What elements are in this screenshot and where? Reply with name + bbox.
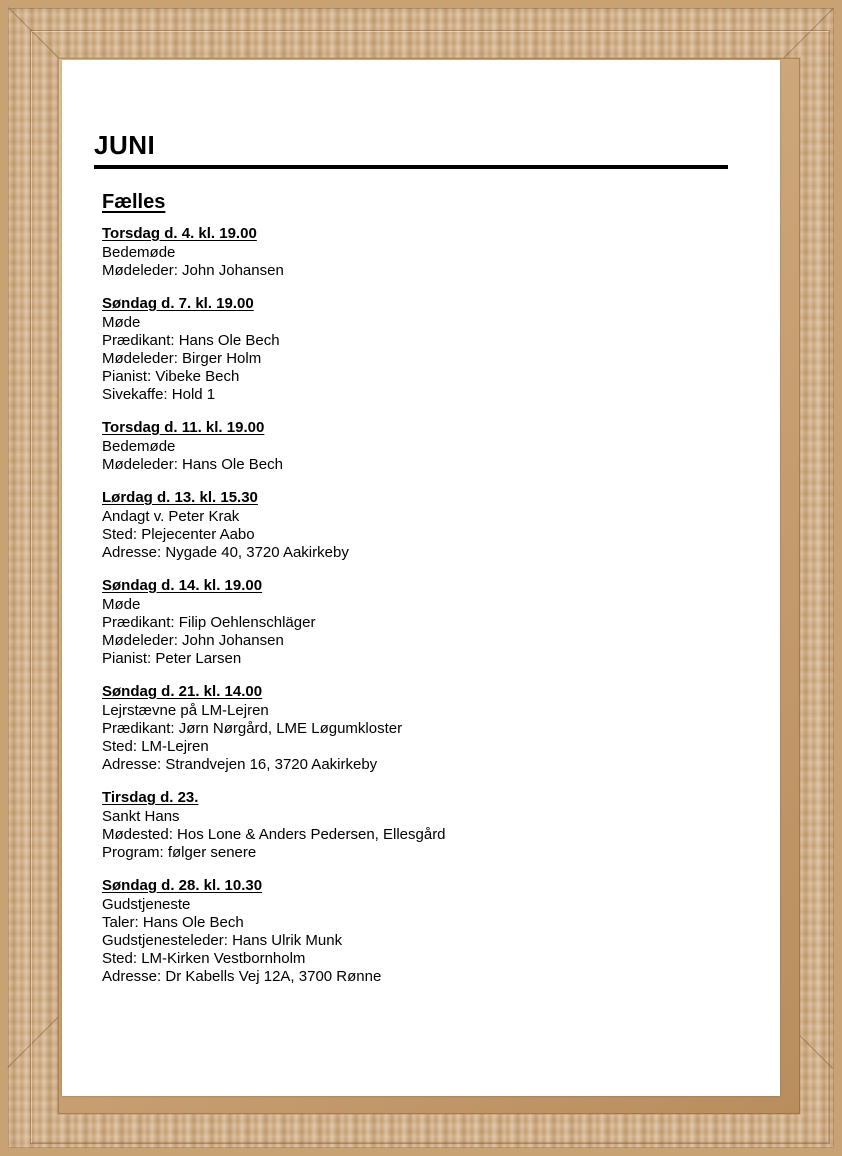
event-date: Tirsdag d. 23. <box>102 789 199 806</box>
event-detail-line: Bedemøde <box>102 244 176 261</box>
document-content <box>92 130 752 1000</box>
event-detail-line: Prædikant: Filip Oehlenschläger <box>102 614 316 631</box>
event-detail-line: Møde <box>102 596 141 613</box>
event-detail-line: Sted: LM-Kirken Vestbornholm <box>102 950 306 967</box>
page-title: JUNI <box>94 130 156 160</box>
document-page <box>62 60 780 1096</box>
event-entry <box>102 418 752 474</box>
event-detail-line: Sankt Hans <box>102 808 180 825</box>
event-entry <box>102 576 752 668</box>
event-detail-line: Mødested: Hos Lone & Anders Pedersen, Ellesgård <box>102 826 446 843</box>
event-detail-line: Adresse: Nygade 40, 3720 Aakirkeby <box>102 544 349 561</box>
event-detail-line: Taler: Hans Ole Bech <box>102 914 244 931</box>
event-detail-line: Prædikant: Jørn Nørgård, LME Løgumkloster <box>102 720 403 737</box>
event-detail-line: Sted: Plejecenter Aabo <box>102 526 255 543</box>
event-detail-line: Sivekaffe: Hold 1 <box>102 386 216 403</box>
event-detail-line: Bedemøde <box>102 438 176 455</box>
event-detail-line: Program: følger senere <box>102 844 257 861</box>
event-entry <box>102 682 752 774</box>
event-detail-line: Mødeleder: Hans Ole Bech <box>102 456 283 473</box>
title-divider <box>94 165 728 169</box>
event-date: Torsdag d. 11. kl. 19.00 <box>102 419 265 436</box>
event-detail-line: Mødeleder: John Johansen <box>102 262 284 279</box>
event-entry <box>102 788 752 862</box>
event-detail-line: Lejrstævne på LM-Lejren <box>102 702 269 719</box>
event-date: Torsdag d. 4. kl. 19.00 <box>102 225 257 242</box>
event-detail-line: Prædikant: Hans Ole Bech <box>102 332 280 349</box>
event-entry <box>102 224 752 280</box>
event-detail-line: Mødeleder: John Johansen <box>102 632 284 649</box>
event-date: Lørdag d. 13. kl. 15.30 <box>102 489 258 506</box>
event-detail-line: Andagt v. Peter Krak <box>102 508 240 525</box>
event-detail-line: Mødeleder: Birger Holm <box>102 350 262 367</box>
event-entry <box>102 876 752 986</box>
event-detail-line: Pianist: Vibeke Bech <box>102 368 240 385</box>
event-date: Søndag d. 14. kl. 19.00 <box>102 577 263 594</box>
event-date: Søndag d. 28. kl. 10.30 <box>102 877 263 894</box>
event-detail-line: Pianist: Peter Larsen <box>102 650 242 667</box>
event-date: Søndag d. 7. kl. 19.00 <box>102 295 254 312</box>
event-detail-line: Møde <box>102 314 141 331</box>
event-detail-line: Gudstjenesteleder: Hans Ulrik Munk <box>102 932 343 949</box>
event-list <box>102 224 752 986</box>
event-detail-line: Adresse: Dr Kabells Vej 12A, 3700 Rønne <box>102 968 382 985</box>
event-entry <box>102 294 752 404</box>
section-heading: Fælles <box>102 191 166 213</box>
event-detail-line: Sted: LM-Lejren <box>102 738 209 755</box>
event-date: Søndag d. 21. kl. 14.00 <box>102 683 263 700</box>
event-entry <box>102 488 752 562</box>
event-detail-line: Adresse: Strandvejen 16, 3720 Aakirkeby <box>102 756 378 773</box>
event-detail-line: Gudstjeneste <box>102 896 191 913</box>
